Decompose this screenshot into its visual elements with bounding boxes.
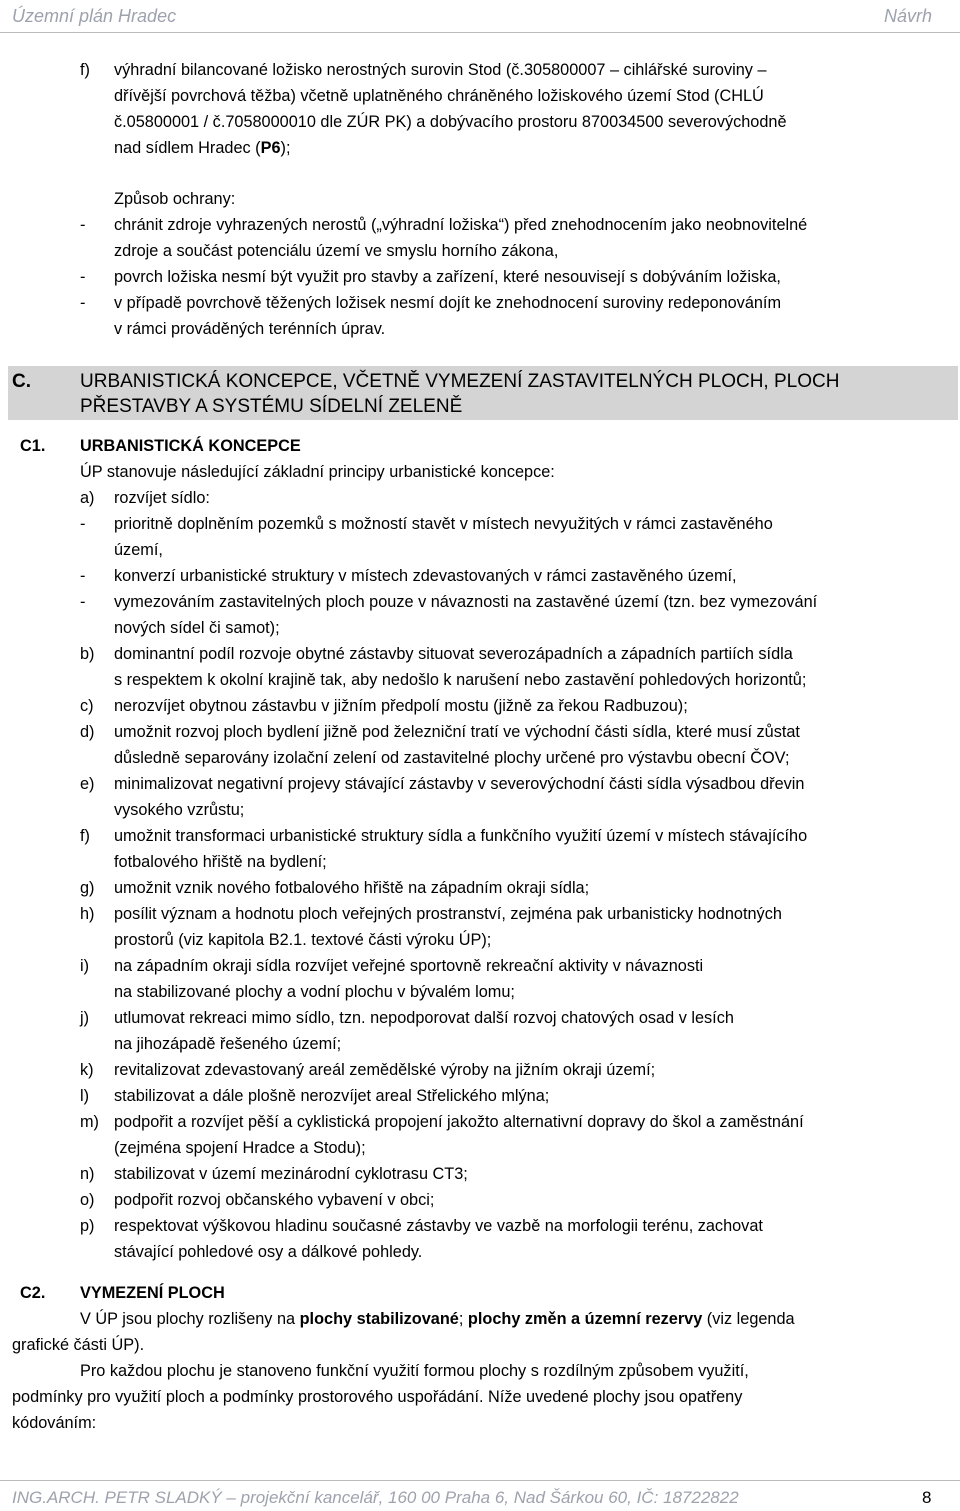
- text-line: nových sídel či samot);: [114, 619, 280, 637]
- text-line: na západním okraji sídla rozvíjet veřejné sportovně rekreační aktivity v návaznosti: [114, 957, 704, 975]
- text-line: dřívější povrchová těžba) včetně uplatněného chráněného ložiskového území Stod (CHLÚ: [114, 87, 764, 105]
- text-line: umožnit rozvoj ploch bydlení jižně pod železniční tratí ve východní části sídla, které musí zůstat: [114, 723, 800, 741]
- text-line: rozvíjet sídlo:: [114, 489, 210, 507]
- text-line: fotbalového hřiště na bydlení;: [114, 853, 327, 871]
- text-line: chránit zdroje vyhrazených nerostů („výhradní ložiska“) před znehodnocením jako neobnovitelné: [114, 216, 808, 234]
- text-line: posílit význam a hodnotu ploch veřejných prostranství, zejména pak urbanisticky hodnotných: [114, 905, 782, 923]
- text-line: na jihozápadě řešeného území;: [114, 1035, 342, 1053]
- text-line: prostorů (viz kapitola B2.1. textové části výroku ÚP);: [114, 931, 492, 949]
- text-line: stabilizovat a dále plošně nerozvíjet areal Střelického mlýna;: [114, 1087, 550, 1105]
- subsection-title: URBANISTICKÁ KONCEPCE: [80, 437, 301, 455]
- paragraph-line: Pro každou plochu je stanoveno funkční využití formou plochy s rozdílným způsobem využití,: [80, 1362, 749, 1380]
- text-line: prioritně doplněním pozemků s možností stavět v místech nevyužitých v rámci zastavěného: [114, 515, 773, 533]
- list-label: k): [80, 1061, 94, 1079]
- footer-address: ING.ARCH. PETR SLADKÝ – projekční kancelář, 160 00 Praha 6, Nad Šárkou 60, IČ: 18722822: [12, 1488, 739, 1507]
- text-line: povrch ložiska nesmí být využit pro stavby a zařízení, které nesouvisejí s dobýváním ložiska,: [114, 268, 781, 286]
- page-number: 8: [922, 1488, 932, 1507]
- text-fragment: nad sídlem Hradec (: [114, 139, 261, 157]
- text-fragment-bold: plochy změn a územní rezervy: [467, 1310, 703, 1328]
- bullet-dash: -: [80, 515, 86, 533]
- text-fragment-bold: plochy stabilizované: [299, 1310, 459, 1328]
- text-line: (zejména spojení Hradce a Stodu);: [114, 1139, 366, 1157]
- text-line: respektovat výškovou hladinu současné zástavby ve vazbě na morfologii terénu, zachovat: [114, 1217, 763, 1235]
- text-line: důsledně separovány izolační zelení od zastavitelné plochy určené pro výstavbu obecní ČOV;: [114, 749, 790, 767]
- protection-title: Způsob ochrany:: [114, 190, 236, 208]
- text-line: [114, 135, 948, 161]
- text-line: minimalizovat negativní projevy stávající zástavby v severovýchodní části sídla výsadbou dřevin: [114, 775, 805, 793]
- list-label: c): [80, 697, 94, 715]
- list-label: b): [80, 645, 95, 663]
- section-title-line: URBANISTICKÁ KONCEPCE, VČETNĚ VYMEZENÍ ZASTAVITELNÝCH PLOCH, PLOCH: [80, 371, 840, 392]
- text-line: výhradní bilancované ložisko nerostných surovin Stod (č.305800007 – cihlářské suroviny –: [114, 61, 767, 79]
- header-title: Územní plán Hradec: [12, 6, 177, 26]
- text-line: podpořit a rozvíjet pěší a cyklistická propojení jakožto alternativní dopravy do škol a zaměstnání: [114, 1113, 804, 1131]
- bullet-dash: -: [80, 294, 86, 312]
- subsection-number: C2.: [20, 1284, 46, 1302]
- list-label: m): [80, 1113, 99, 1131]
- text-line: s respektem k okolní krajině tak, aby nedošlo k narušení nebo zastavění pohledových horizontů;: [114, 671, 807, 689]
- text-line: umožnit transformaci urbanistické struktury sídla a funkčního využití území v místech stávajícího: [114, 827, 808, 845]
- list-label: p): [80, 1217, 95, 1235]
- page-footer: [0, 1480, 960, 1508]
- intro-text: ÚP stanovuje následující základní principy urbanistické koncepce:: [80, 463, 555, 481]
- text-line: v rámci prováděných terénních úprav.: [114, 320, 386, 338]
- text-fragment: ;: [458, 1310, 468, 1328]
- text-line: stabilizovat v území mezinárodní cyklotrasu CT3;: [114, 1165, 468, 1183]
- paragraph-line: [80, 1306, 948, 1332]
- text-line: konverzí urbanistické struktury v místech zdevastovaných v rámci zastavěného území,: [114, 567, 737, 585]
- text-line: nerozvíjet obytnou zástavbu v jižním předpolí mostu (jižně za řekou Radbuzou);: [114, 697, 688, 715]
- bullet-dash: -: [80, 268, 86, 286]
- text-line: zdroje a součást potenciálu území ve smyslu horního zákona,: [114, 242, 559, 260]
- list-label: h): [80, 905, 95, 923]
- text-line: na stabilizované plochy a vodní plochu v bývalém lomu;: [114, 983, 515, 1001]
- section-heading-c: [8, 366, 958, 420]
- list-label: l): [80, 1087, 90, 1105]
- paragraph-line: grafické části ÚP).: [12, 1336, 145, 1354]
- text-fragment: );: [280, 139, 291, 157]
- text-line: dominantní podíl rozvoje obytné zástavby situovat severozápadních a západních partiích sídla: [114, 645, 793, 663]
- text-fragment-bold: P6: [260, 139, 281, 157]
- list-label: o): [80, 1191, 95, 1209]
- text-line: území,: [114, 541, 163, 559]
- paragraph-line: kódováním:: [12, 1414, 97, 1432]
- bullet-dash: -: [80, 567, 86, 585]
- section-title-line: PŘESTAVBY A SYSTÉMU SÍDELNÍ ZELENĚ: [80, 396, 463, 417]
- text-line: v případě povrchově těžených ložisek nesmí dojít ke znehodnocení suroviny redeponováním: [114, 294, 782, 312]
- bullet-dash: -: [80, 593, 86, 611]
- section-title: [80, 369, 956, 419]
- list-label: n): [80, 1165, 95, 1183]
- text-fragment: (viz legenda: [702, 1310, 795, 1328]
- list-label: d): [80, 723, 95, 741]
- text-line: vysokého vzrůstu;: [114, 801, 245, 819]
- list-label: f): [80, 827, 90, 845]
- list-label: g): [80, 879, 95, 897]
- text-line: stávající pohledové osy a dálkové pohledy.: [114, 1243, 423, 1261]
- text-line: revitalizovat zdevastovaný areál zemědělské výroby na jižním okraji území;: [114, 1061, 656, 1079]
- subsection-title: VYMEZENÍ PLOCH: [80, 1284, 225, 1302]
- bullet-dash: -: [80, 216, 86, 234]
- page-header: [0, 0, 960, 33]
- list-label: i): [80, 957, 90, 975]
- text-line: podpořit rozvoj občanského vybavení v obci;: [114, 1191, 435, 1209]
- list-label: a): [80, 489, 95, 507]
- text-line: č.05800001 / č.7058000010 dle ZÚR PK) a dobývacího prostoru 870034500 severovýchodně: [114, 113, 787, 131]
- list-label: j): [80, 1009, 90, 1027]
- text-line: vymezováním zastavitelných ploch pouze v návaznosti na zastavěné území (tzn. bez vymezování: [114, 593, 818, 611]
- list-label: e): [80, 775, 95, 793]
- subsection-number: C1.: [20, 437, 46, 455]
- list-label: f): [80, 61, 90, 79]
- header-status: Návrh: [883, 6, 932, 26]
- text-line: utlumovat rekreaci mimo sídlo, tzn. nepodporovat další rozvoj chatových osad v lesích: [114, 1009, 734, 1027]
- section-number: C.: [12, 371, 31, 392]
- text-fragment: V ÚP jsou plochy rozlišeny na: [80, 1310, 300, 1328]
- text-line: umožnit vznik nového fotbalového hřiště na západním okraji sídla;: [114, 879, 590, 897]
- paragraph-line: podmínky pro využití ploch a podmínky prostorového uspořádání. Níže uvedené plochy jsou opatřeny: [12, 1388, 743, 1406]
